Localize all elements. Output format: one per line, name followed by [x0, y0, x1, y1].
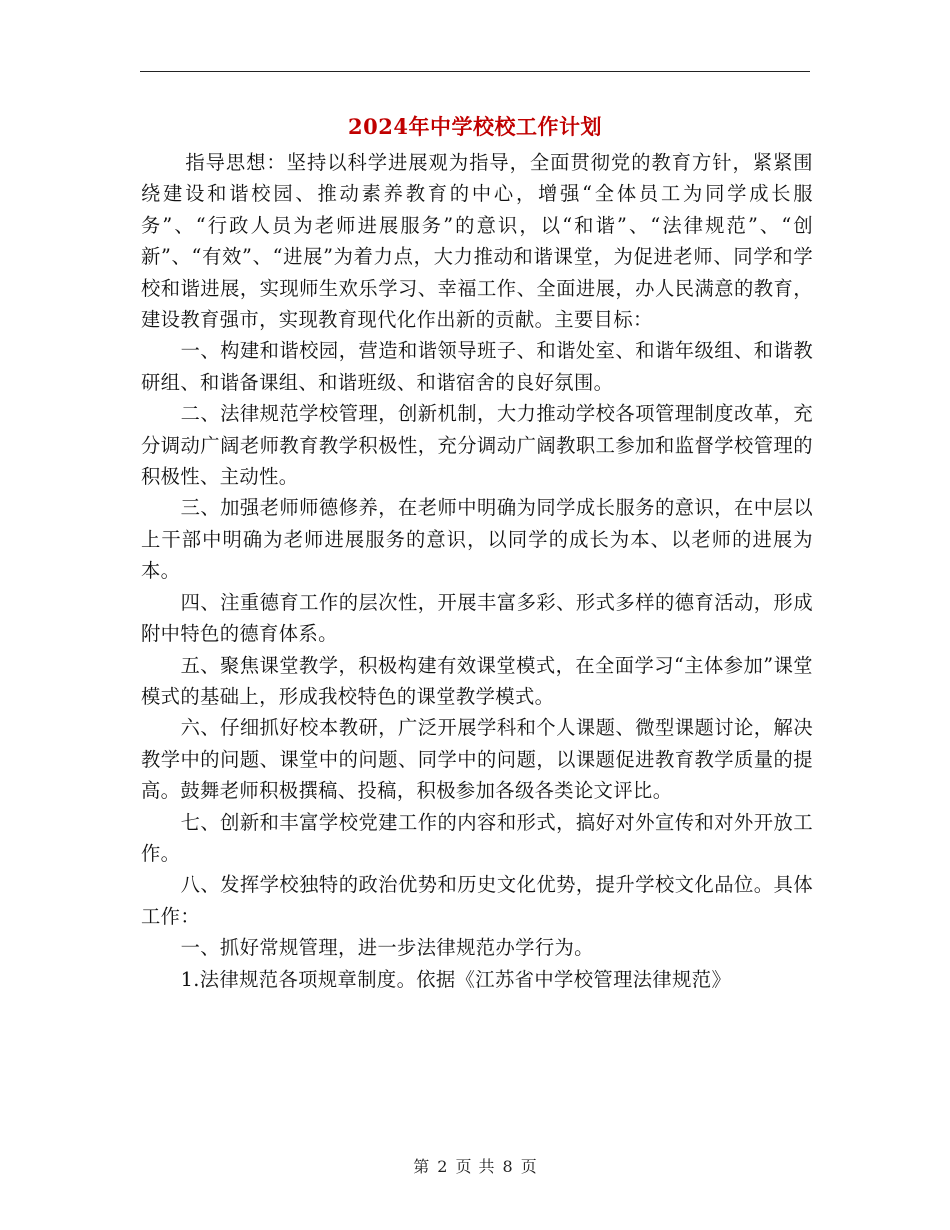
goal-paragraph-1: 一、构建和谐校园，营造和谐领导班子、和谐处室、和谐年级组、和谐教研组、和谐备课组、和谐班级、和谐宿舍的良好氛围。 — [141, 339, 813, 394]
task-heading-1: 一、抓好常规管理，进一步法律规范办学行为。 — [180, 936, 594, 960]
goal-paragraph-3: 三、加强老师师德修养，在老师中明确为同学成长服务的意识，在中层以上干部中明确为老师进展服务的意识，以同学的成长为本、以老师的进展为本。 — [141, 496, 813, 583]
footer-suffix: 页 — [520, 1157, 537, 1176]
goal-paragraph-8: 八、发挥学校独特的政治优势和历史文化优势，提升学校文化品位。具体工作： — [141, 873, 813, 928]
footer-current-page: 2 — [437, 1157, 448, 1176]
goal-paragraph-6: 六、仔细抓好校本教研，广泛开展学科和个人课题、微型课题讨论，解决教学中的问题、课堂中的问题、同学中的问题，以课题促进教育教学质量的提高。鼓舞老师积极撰稿、投稿，积极参加各级各类论文评比。 — [141, 716, 813, 803]
footer-prefix: 第 — [413, 1157, 430, 1176]
goal-paragraph-5: 五、聚焦课堂教学，积极构建有效课堂模式，在全面学习“主体参加”课堂模式的基础上，形成我校特色的课堂教学模式。 — [141, 653, 813, 708]
header-rule — [140, 71, 810, 72]
goal-paragraph-7: 七、创新和丰富学校党建工作的内容和形式，搞好对外宣传和对外开放工作。 — [141, 810, 813, 865]
guiding-ideology-paragraph: 指导思想：坚持以科学进展观为指导，全面贯彻党的教育方针，紧紧围绕建设和谐校园、推动素养教育的中心，增强“全体员工为同学成长服务”、“行政人员为老师进展服务”的意识，以“和谐”、“法律规范”、“创新”、“有效”、“进展”为着力点，大力推动和谐课堂，为促进老师、同学和学校和谐进展，实现师生欢乐学习、幸福工作、全面进展，办人民满意的教育，建设教育强市，实现教育现代化作出新的贡献。主要目标： — [141, 151, 813, 332]
page-footer — [0, 1154, 950, 1177]
footer-middle: 页 共 — [455, 1157, 495, 1176]
goal-paragraph-2: 二、法律规范学校管理，创新机制，大力推动学校各项管理制度改革，充分调动广阔老师教育教学积极性，充分调动广阔教职工参加和监督学校管理的积极性、主动性。 — [141, 402, 813, 489]
footer-total-pages: 8 — [502, 1157, 513, 1176]
document-body — [141, 147, 813, 995]
goal-paragraph-4: 四、注重德育工作的层次性，开展丰富多彩、形式多样的德育活动，形成附中特色的德育体系。 — [141, 590, 813, 646]
task-item-1-1: 1.法律规范各项规章制度。依据《江苏省中学校管理法律规范》 — [180, 967, 732, 991]
document-title: 2024年中学校校工作计划 — [348, 114, 602, 139]
